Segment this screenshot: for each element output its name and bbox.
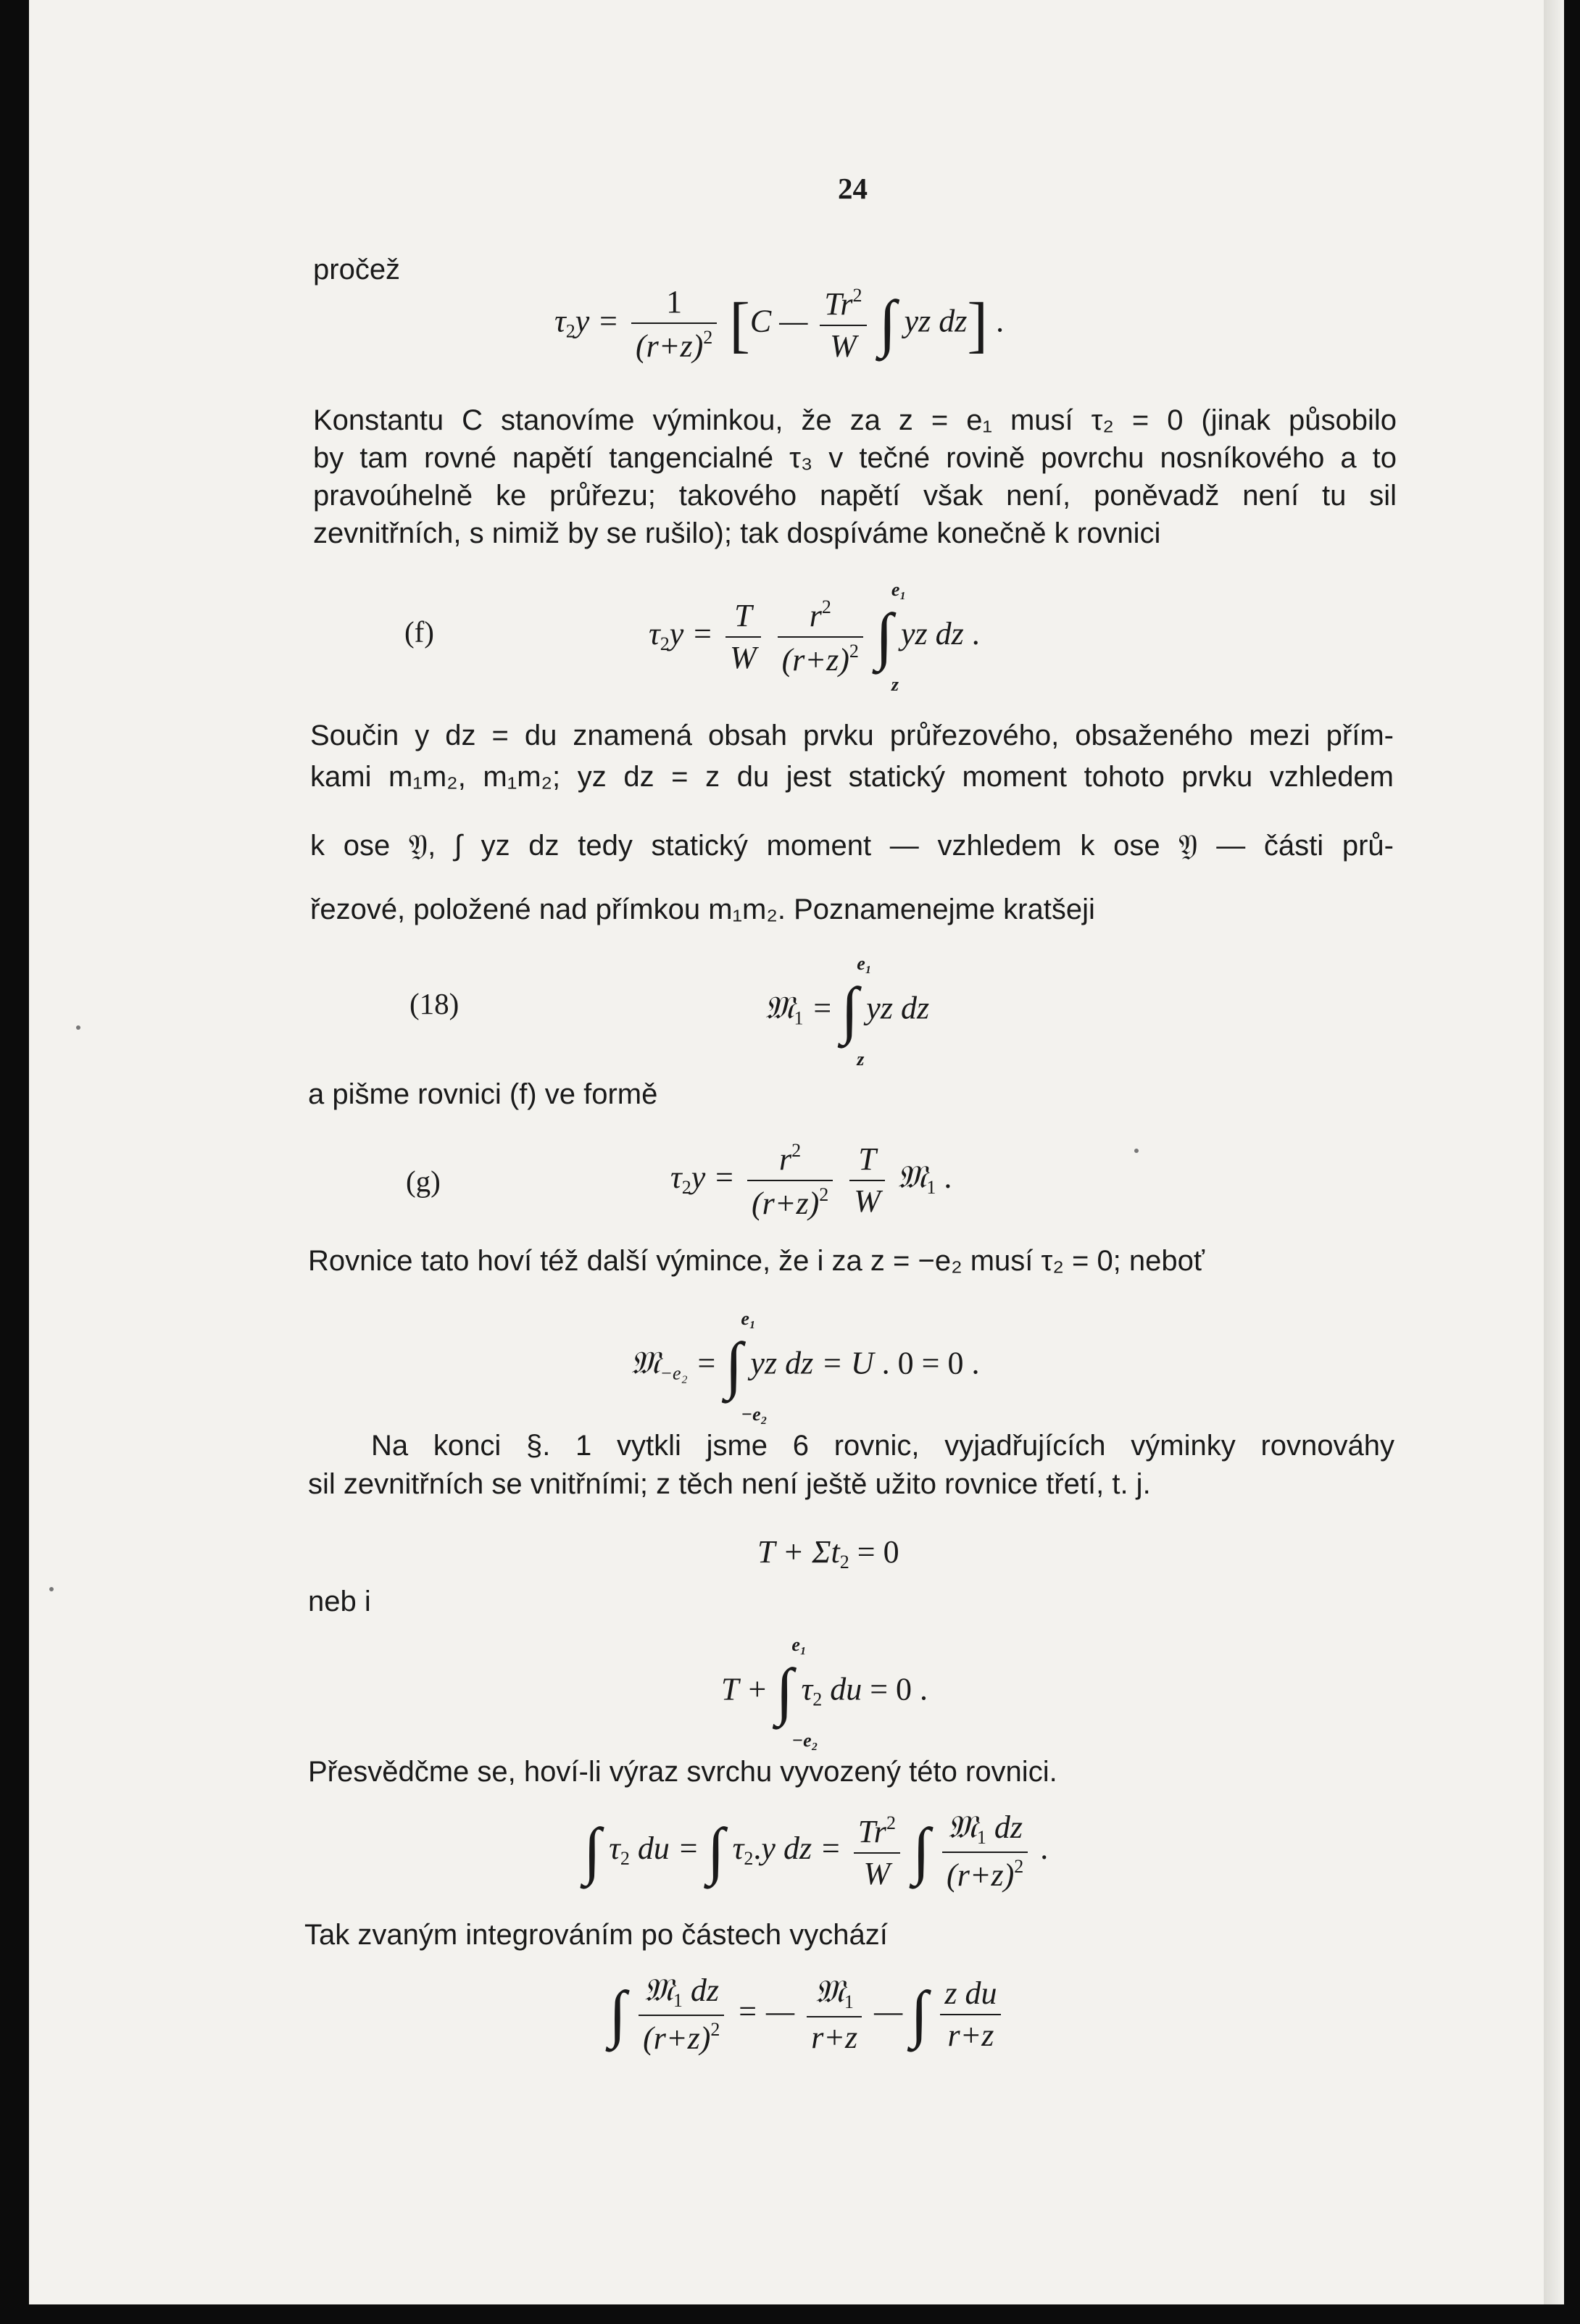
equation-f: $\tau_2y$ = $\frac{T}{W}$ $\frac{r^2}{(r+z)^2}$ ∫ e₁ z yz dz .	[649, 578, 980, 696]
scan-speck	[49, 1587, 54, 1591]
paragraph-1-line-3: pravoúhelně ke průřezu; takového napětí však není, poněvadž není tu sil	[313, 480, 1397, 512]
equation-t-integral: T + ∫ e₁ −e₂ $\tau_2$ du = 0 .	[721, 1634, 928, 1751]
paragraph-2-line-1: Součin y dz = du znamená obsah prvku průřezového, obsaženého mezi přím-	[310, 720, 1394, 751]
equation-integral-identity: ∫ $\tau_2$ du = ∫ $\tau_2.y$ dz = $\frac{Tr^2}{W}$ ∫ $\frac{𝔐_1 dz}{(r+z)^2}$ .	[583, 1809, 1049, 1893]
paragraph-2-line-2: kami m₁m₂, m₁m₂; yz dz = z du jest statický moment tohoto prvku vzhledem	[310, 761, 1394, 793]
text-tak-zvanym: Tak zvaným integrováním po částech vychází	[304, 1919, 888, 1951]
paragraph-5-line-1: Na konci §. 1 vytkli jsme 6 rovnic, vyjadřujících výminky rovnováhy	[371, 1430, 1394, 1462]
paragraph-1-line-4: zevnitřních, s nimiž by se rušilo); tak dospíváme konečně k rovnici	[313, 517, 1161, 549]
scan-speck	[1134, 1149, 1139, 1153]
paragraph-2-line-4: řezové, položené nad přímkou m₁m₂. Poznamenejme kratšeji	[310, 894, 1095, 925]
equation-label-18: (18)	[409, 987, 460, 1020]
text-proto: pročež	[313, 254, 401, 286]
text-pisme: a pišme rovnici (f) ve formě	[308, 1078, 658, 1110]
equation-label-f: (f)	[404, 615, 434, 649]
equation-t-sigma: $T + \Sigma t_2 = 0$	[757, 1534, 899, 1573]
page-edge-shadow	[1544, 0, 1564, 2304]
equation-tau2y-bracket: $\tau_2y$ = $\frac{1}{(r+z)^2}$ [C — $\frac{Tr^2}{W}$ ∫ yz dz] .	[554, 284, 1005, 364]
paragraph-5-line-2: sil zevnitřních se vnitřními; z těch není ještě užito rovnice třetí, t. j.	[308, 1468, 1151, 1500]
text-rovnice-tato: Rovnice tato hoví též další výmince, že i za z = −e₂ musí τ₂ = 0; neboť	[308, 1245, 1205, 1277]
scan-speck	[76, 1025, 80, 1030]
text-neb-i: neb i	[308, 1586, 371, 1617]
paragraph-1-line-2: by tam rovné napětí tangencialné τ₃ v tečné rovině povrchu nosníkového a to	[313, 442, 1397, 474]
paragraph-2-line-3: k ose 𝔜, ∫ yz dz tedy statický moment — vzhledem k ose 𝔜 — části prů-	[310, 830, 1394, 862]
equation-g: $\tau_2y$ = $\frac{r^2}{(r+z)^2}$ $\frac{T}{W}$ 𝔐$_1$ .	[670, 1140, 952, 1221]
paragraph-1-line-1: Konstantu C stanovíme výminkou, že za z = e₁ musí τ₂ = 0 (jinak působilo	[313, 404, 1397, 436]
equation-integration-by-parts: ∫ $\frac{𝔐_1 dz}{(r+z)^2}$ = — $\frac{𝔐_1}{r+z}$ — ∫ $\frac{\text{z du}}{r+z}$	[609, 1975, 1005, 2054]
equation-m-minus-e2: 𝔐$_{-e_2}$ = ∫ e₁ −e₂ yz dz = U . 0 = 0 .	[631, 1308, 980, 1425]
page-number: 24	[838, 172, 868, 205]
equation-18: 𝔐$_1$ = ∫ e₁ z yz dz	[765, 953, 930, 1070]
equation-label-g: (g)	[406, 1165, 441, 1198]
text-presvedcme: Přesvědčme se, hoví-li výraz svrchu vyvozený této rovnici.	[308, 1756, 1057, 1788]
